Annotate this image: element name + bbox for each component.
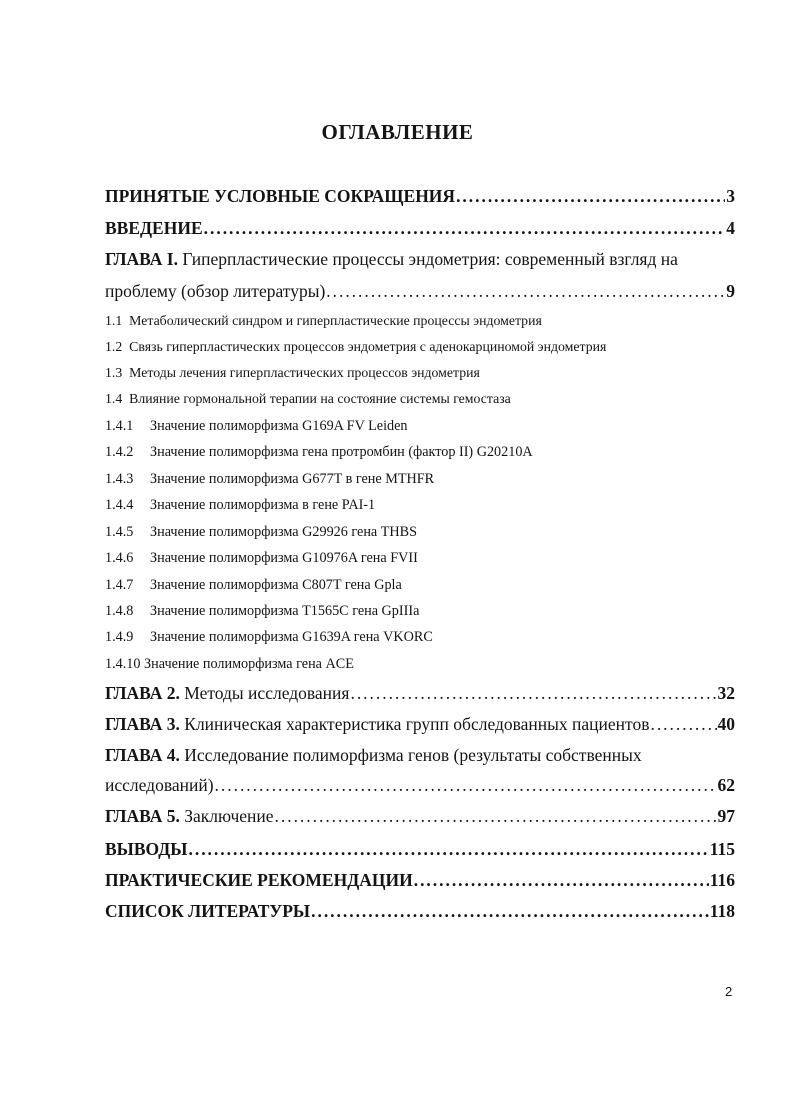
dot-leader <box>456 186 725 207</box>
section-text: Метаболический синдром и гиперпластические процессы эндометрия <box>129 313 542 328</box>
toc-page-number: 32 <box>717 683 735 703</box>
dot-leader <box>326 281 725 302</box>
toc-page-number: 3 <box>726 186 735 206</box>
toc-entry-chapter-1[interactable] <box>105 249 735 270</box>
section-number: 1.4 <box>105 391 123 406</box>
toc-subsection[interactable] <box>105 629 735 646</box>
toc-subsection[interactable] <box>105 656 735 673</box>
toc-subsection[interactable] <box>105 444 735 461</box>
toc-page-number: 115 <box>709 839 735 859</box>
toc-entry-text: Гиперпластические процессы эндометрия: современный взгляд на <box>182 249 678 269</box>
toc-entry-text-wrap <box>105 683 349 704</box>
section-number: 1.1 <box>105 313 123 328</box>
toc-entry-text: Заключение <box>184 806 274 826</box>
subsection-number: 1.4.3 <box>105 471 134 487</box>
toc-entry-text: ПРАКТИЧЕСКИЕ РЕКОМЕНДАЦИИ <box>105 870 413 890</box>
dot-leader <box>189 839 709 860</box>
chapter-label: ГЛАВА I. <box>105 249 178 269</box>
section-text: Методы лечения гиперпластических процессов эндометрия <box>129 365 480 380</box>
subsection-text: Значение полиморфизма G1639A гена VKORC <box>150 629 433 645</box>
toc-entry-text: Клиническая характеристика групп обследованных пациентов <box>184 714 650 734</box>
toc-page-number: 4 <box>726 218 735 238</box>
toc-subsection[interactable] <box>105 418 735 435</box>
toc-section-1-1[interactable] <box>105 313 735 329</box>
toc-entry-chapter-4-cont[interactable] <box>105 775 735 796</box>
toc-entry-conclusions[interactable] <box>105 839 735 860</box>
toc-subsection[interactable] <box>105 471 735 488</box>
toc-entry-text-wrap <box>105 714 649 735</box>
subsection-text: Значение полиморфизма G169A FV Leiden <box>150 418 408 434</box>
subsection-number: 1.4.1 <box>105 418 134 434</box>
subsection-text: Значение полиморфизма G677T в гене MTHFR <box>150 471 435 487</box>
chapter-label: ГЛАВА 2. <box>105 683 180 703</box>
subsection-text: Значение полиморфизма G10976A гена FVII <box>150 550 418 566</box>
chapter-label: ГЛАВА 3. <box>105 714 180 734</box>
toc-entry-text: ВЫВОДЫ <box>105 839 188 859</box>
page-title: ОГЛАВЛЕНИЕ <box>321 120 474 144</box>
subsection-number: 1.4.4 <box>105 497 134 513</box>
section-number: 1.2 <box>105 339 123 354</box>
chapter-label: ГЛАВА 4. <box>105 745 180 765</box>
dot-leader <box>650 714 716 735</box>
toc-subsection[interactable] <box>105 603 735 620</box>
toc-section-1-4[interactable] <box>105 391 735 407</box>
toc-section-1-2[interactable] <box>105 339 735 355</box>
toc-entry-introduction[interactable] <box>105 218 735 239</box>
toc-page-number: 62 <box>717 775 735 795</box>
chapter-label: ГЛАВА 5. <box>105 806 180 826</box>
subsection-number: 1.4.10 <box>105 656 141 672</box>
subsection-text: Значение полиморфизма T1565C гена GpIIIa <box>150 603 420 619</box>
dot-leader <box>215 775 717 796</box>
toc-entry-text: проблему (обзор литературы) <box>105 281 326 301</box>
toc-subsection[interactable] <box>105 524 735 541</box>
subsection-number: 1.4.6 <box>105 550 134 566</box>
subsection-text: Значение полиморфизма C807T гена Gpla <box>150 577 402 593</box>
section-number: 1.3 <box>105 365 123 380</box>
toc-entry-chapter-1-cont[interactable] <box>105 281 735 302</box>
toc-entry-text: исследований) <box>105 775 214 795</box>
dot-leader <box>275 806 717 827</box>
toc-entry-recommendations[interactable] <box>105 870 735 891</box>
section-text: Влияние гормональной терапии на состояние системы гемостаза <box>129 391 511 406</box>
toc-page-number: 118 <box>709 901 735 921</box>
subsection-number: 1.4.9 <box>105 629 134 645</box>
page-number: 2 <box>725 984 733 999</box>
dot-leader <box>311 901 709 922</box>
toc-entry-text: ПРИНЯТЫЕ УСЛОВНЫЕ СОКРАЩЕНИЯ <box>105 186 456 206</box>
toc-page-number: 116 <box>709 870 735 890</box>
toc-entry-text: СПИСОК ЛИТЕРАТУРЫ <box>105 901 311 921</box>
toc-entry-chapter-2[interactable] <box>105 683 735 704</box>
toc-entry-text: Исследование полиморфизма генов (результаты собственных <box>184 745 642 765</box>
subsection-number: 1.4.5 <box>105 524 134 540</box>
dot-leader <box>204 218 726 239</box>
toc-subsection[interactable] <box>105 550 735 567</box>
toc-entry-text: ВВЕДЕНИЕ <box>105 218 203 238</box>
toc-page-number: 40 <box>717 714 735 734</box>
toc-subsection[interactable] <box>105 577 735 594</box>
toc-page-number: 9 <box>726 281 735 301</box>
subsection-number: 1.4.2 <box>105 444 134 460</box>
toc-entry-text: Методы исследования <box>184 683 350 703</box>
toc-entry-references[interactable] <box>105 901 735 922</box>
toc-page-number: 97 <box>717 806 735 826</box>
toc-entry-chapter-3[interactable] <box>105 714 735 735</box>
toc-entry-text-wrap <box>105 806 274 827</box>
section-text: Связь гиперпластических процессов эндометрия с аденокарциномой эндометрия <box>129 339 607 354</box>
toc-entry-chapter-5[interactable] <box>105 806 735 827</box>
toc-section-1-3[interactable] <box>105 365 735 381</box>
dot-leader <box>414 870 709 891</box>
subsection-text: Значение полиморфизма гена ACE <box>144 656 354 672</box>
toc-entry-abbreviations[interactable] <box>105 186 735 207</box>
toc-subsection[interactable] <box>105 497 735 514</box>
toc-entry-chapter-4[interactable] <box>105 745 735 766</box>
subsection-text: Значение полиморфизма гена протромбин (фактор II) G20210A <box>150 444 533 460</box>
subsection-number: 1.4.7 <box>105 577 134 593</box>
subsection-number: 1.4.8 <box>105 603 134 619</box>
dot-leader <box>350 683 716 704</box>
subsection-text: Значение полиморфизма в гене PAI-1 <box>150 497 376 513</box>
subsection-text: Значение полиморфизма G29926 гена THBS <box>150 524 418 540</box>
